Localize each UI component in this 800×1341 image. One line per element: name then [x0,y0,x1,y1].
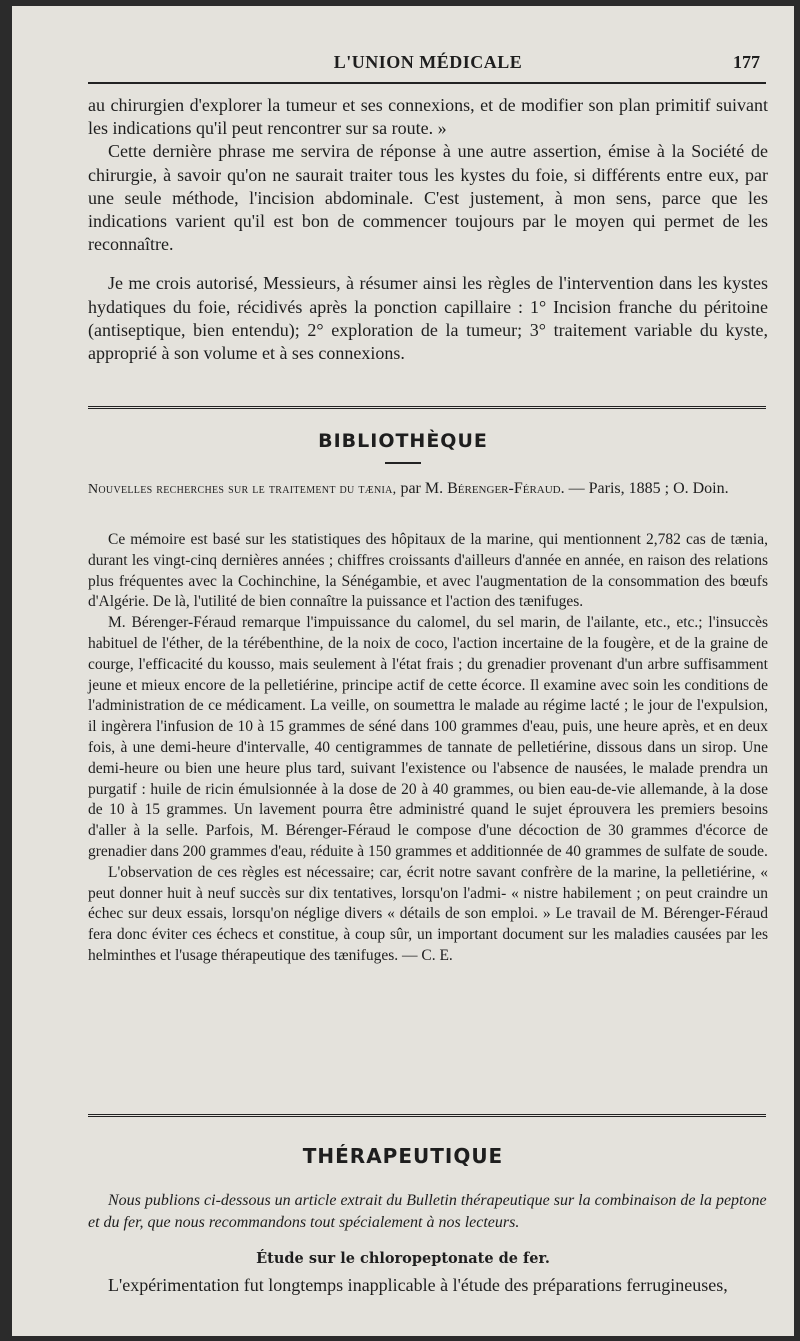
section-divider [88,1114,766,1120]
book-reference [88,478,768,501]
paragraph: au chirurgien d'explorer la tumeur et ses connexions, et de modifier son plan primitif suivant les indications qu'il peut rencontrer sur sa route. » [88,95,768,139]
paragraph: Je me crois autorisé, Messieurs, à résumer ainsi les règles de l'intervention dans les kystes hydatiques du foie, récidivés après la ponction capillaire : 1° Incision franche du péritoine (antiseptique, bien entendu); 2° exploration de la tumeur; 3° traitement variable du kyste, approprié à son volume et à ses connexions. [88,273,768,364]
paragraph: Cette dernière phrase me servira de réponse à une autre assertion, émise à la Société de chirurgie, à savoir qu'on ne saurait traiter tous les kystes du foie, si différents entre eux, par une seule méthode, l'incision abdominale. C'est justement, à mon sens, parce que les indications varient qu'il est bon de commencer toujours par le moyen qui permet de les reconnaître. [88,141,768,255]
paragraph: Ce mémoire est basé sur les statistiques des hôpitaux de la marine, qui mentionnent 2,782 cas de tænia, durant les vingt-cinq dernières années ; chiffres croissants d'ailleurs d'année en année, en raison des relations plus fréquentes avec la Cochinchine, la Sénégambie, et avec l'augmentation de la consommation des bœufs d'Algérie. De là, l'utilité de bien connaître la puissance et l'action des tænifuges. [88,531,768,611]
paragraph: L'observation de ces règles est nécessaire; car, écrit notre savant confrère de la marine, la pelletiérine, « peut donner huit à neuf succès sur dix tentatives, lorsqu'on l'admi- « nistre habilement ; on peut craindre un échec sur deux essais, lorsqu'on néglige divers « détails de son emploi. » Le travail de M. Bérenger-Féraud fera donc éviter ces échecs et constitue, à coup sûr, un important document sur les maladies causées par les helminthes et l'usage thérapeutique des tænifuges. — C. E. [88,863,768,964]
section-title-bibliotheque: BIBLIOTHÈQUE [318,430,488,452]
review-body [88,530,768,967]
book-title: Nouvelles recherches sur le traitement du tænia, [88,482,397,497]
running-title: L'UNION MÉDICALE [333,52,523,72]
book-by: par M. [400,480,444,497]
title-underline [385,462,421,464]
book-publisher: — Paris, 1885 ; O. Doin. [568,480,729,497]
article-subtitle: Étude sur le chloropeptonate de fer. [256,1250,550,1267]
scanned-page [12,6,794,1336]
header-rule [88,82,766,84]
section-title-therapeutique: THÉRAPEUTIQUE [302,1144,504,1168]
section-divider [88,406,766,412]
paragraph: M. Bérenger-Féraud remarque l'impuissance du calomel, du sel marin, de l'ailante, etc., etc.; l'insuccès habituel de l'éther, de la térébenthine, de la noix de coco, l'action incertaine de la fougère, et de la graine de courge, l'efficacité du kousso, mais seulement à l'état frais ; du grenadier provenant d'un arbre suffisamment jeune et mieux encore de la pelletiérine, principe actif de cette écorce. Il examine avec soin les conditions de l'administration de ce médicament. La veille, on soumettra le malade au régime lacté ; le jour de l'expulsion, il ingèrera l'infusion de 10 à 15 grammes de séné dans 100 grammes d'eau, puis, une heure après, et en deux fois, à une demi-heure d'intervalle, 40 centigrammes de tannate de pelletiérine, dissous dans un sirop. Une demi-heure ou bien une heure plus tard, suivant l'existence ou l'absence de nausées, le malade prendra un purgatif : huile de ricin émulsionnée à la dose de 20 à 40 grammes, ou bien eau-de-vie allemande, à la dose de 10 à 15 grammes. Un lavement pourra être administré quand le sujet éprouvera les premiers besoins d'aller à la selle. Parfois, M. Bérenger-Féraud le compose d'une décoction de 30 grammes d'écorce de grenadier dans 200 grammes d'eau, réduite à 150 grammes et additionnée de 40 grammes de sulfate de soude. [88,614,768,860]
article-continuation [88,94,768,365]
book-author: Bérenger-Féraud. [447,480,565,497]
page-header [88,50,768,80]
article-first-line: L'expérimentation fut longtemps inapplicable à l'étude des préparations ferrugineuses, [108,1275,728,1295]
article-intro: Nous publions ci-dessous un article extrait du Bulletin thérapeutique sur la combinaison de la peptone et du fer, que nous recommandons tout spécialement à nos lecteurs. [88,1192,767,1231]
page-number: 177 [733,52,760,72]
